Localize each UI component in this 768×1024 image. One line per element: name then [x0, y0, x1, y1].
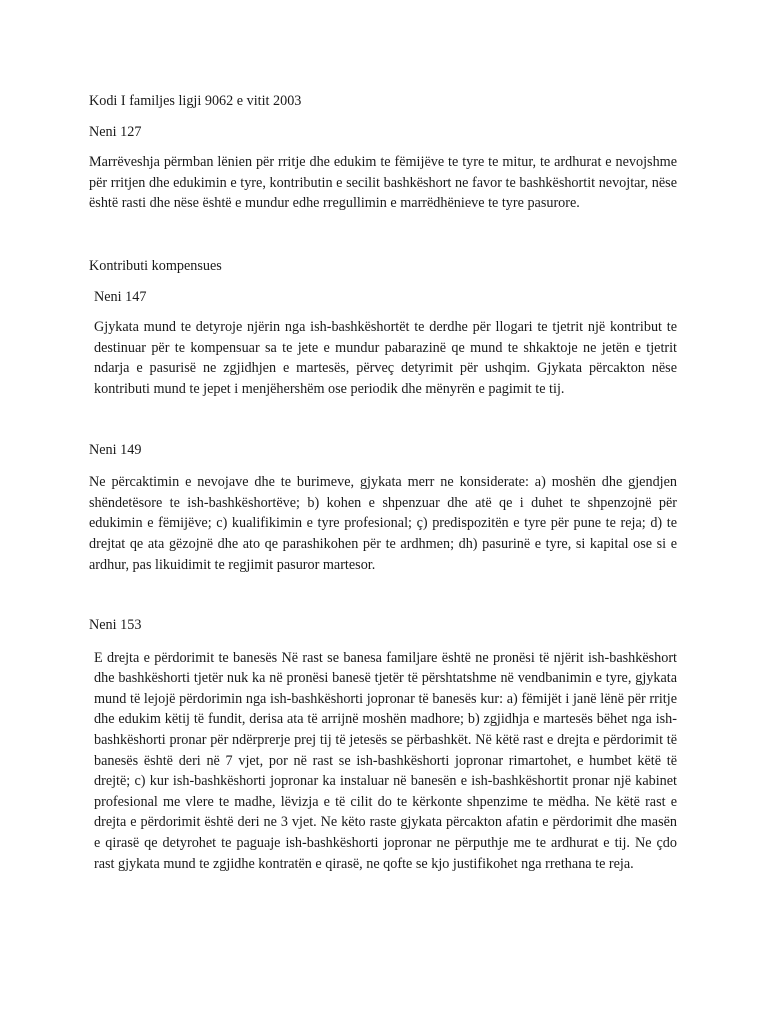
article-147-text: Gjykata mund te detyroje njërin nga ish-bashkëshortët te derdhe për llogari te tjetrit një kontribut te destinuar për te kompensuar sa te jete e mundur pabarazinë qe mund te shkaktoje ne jetën e tjetrit ndarja e pasurisë ne zgjidhjen e martesës, përveç detyrimit për ushqim. Gjykata përcakton nëse kontributi mund te jepet i menjëhershëm ose periodik dhe mënyrën e pagimit te tij. [94, 319, 677, 397]
document-title: Kodi I familjes ligji 9062 e vitit 2003 [89, 93, 302, 109]
document-page [89, 91, 677, 874]
article-149-heading: Neni 149 [89, 441, 142, 458]
article-149-text: Ne përcaktimin e nevojave dhe te burimeve, gjykata merr ne konsiderate: a) moshën dhe gjendjen shëndetësore te ish-bashkëshortëve; b) kohen e shpenzuar dhe atë qe i duhet te shpenzojnë për edukimin e fëmijëve; c) kualifikimin e tyre profesional; ç) predispozitën e tyre për pune te reja; d) te drejtat qe ata gëzojnë dhe ato qe parashikohen për te ardhmen; dh) pasurinë e tyre, si kapital ose si e ardhur, pas likuidimit te regjimit pasuror martesor. [89, 474, 677, 573]
article-147-heading: Neni 147 [94, 288, 147, 305]
article-127-text: Marrëveshja përmban lënien për rritje dhe edukim te fëmijëve te tyre te mitur, te ardhurat e nevojshme për rritjen dhe edukimin e tyre, kontributin e secilit bashkëshort ne favor te bashkëshortit nevojtar, nëse është rasti dhe nëse është e mundur edhe rregullimin e marrëdhënieve te tyre pasurore. [89, 154, 677, 212]
article-153-heading: Neni 153 [89, 617, 142, 634]
article-127-heading: Neni 127 [89, 123, 142, 140]
article-153-text: E drejta e përdorimit te banesës Në rast se banesa familjare është ne pronësi të njërit ish-bashkëshort dhe bashkëshorti tjetër nuk ka në pronësi banesë tjetër të përshtatshme në vendbanimin e tyre, gjykata mund të lejojë përdorimin nga ish-bashkëshorti jopronar të banesës kur: a) fëmijët i janë lënë për rritje dhe edukim këtij të fundit, derisa ata të arrijnë moshën madhore; b) zgjidhja e martesës bëhet nga ish-bashkëshorti pronar për ndërprerje prej tij të jetesës se përbashkët. Në këtë rast e drejta e përdorimit të banesës është deri në 7 vjet, por në rast se ish-bashkëshorti jopronar rimartohet, e humbet këtë të drejtë; c) kur ish-bashkëshorti jopronar ka instaluar në banesën e ish-bashkëshortit pronar një kabinet profesional me vlere te madhe, lëvizja e të cilit do te kërkonte shpenzime te mëdha. Ne këtë rast e drejta e përdorimit është deri ne 3 vjet. Ne këto raste gjykata përcakton afatin e përdorimit dhe masën e qirasë qe detyrohet te paguaje ish-bashkëshorti jopronar ne përputhje me te ardhurat e tij. Ne çdo rast gjykata mund te zgjidhe kontratën e qirasë, ne qofte se kjo justifikohet nga rrethana te reja. [94, 649, 677, 872]
section-title: Kontributi kompensues [89, 257, 222, 274]
